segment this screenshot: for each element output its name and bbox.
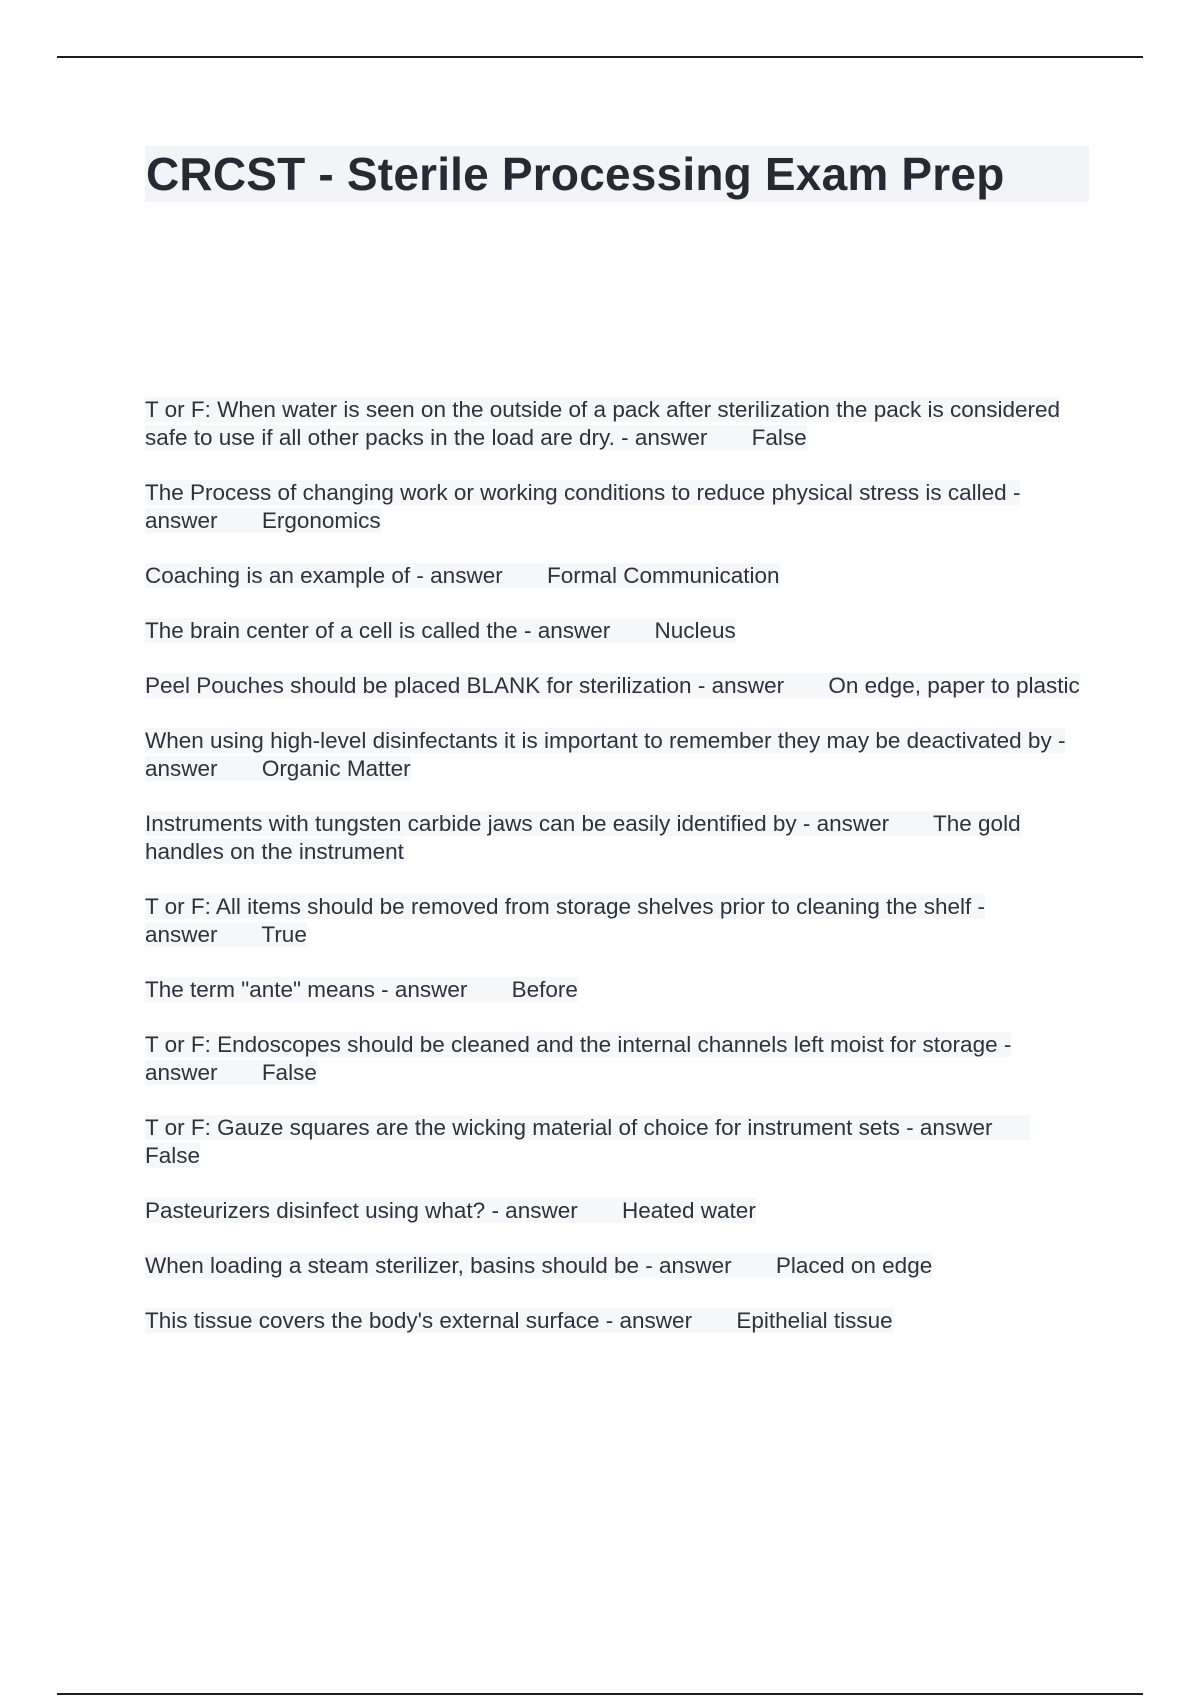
answer-label: - answer <box>697 673 785 698</box>
qa-item <box>145 1114 1090 1170</box>
question-text: Peel Pouches should be placed BLANK for sterilization <box>145 673 692 698</box>
answer-text: Epithelial tissue <box>736 1308 893 1333</box>
answer-label: - answer <box>802 811 890 836</box>
answer-label: - answer <box>381 977 468 1002</box>
answer-label: - answer <box>621 425 708 450</box>
qa-item <box>145 727 1090 783</box>
qa-item <box>145 810 1090 866</box>
qa-highlight <box>145 728 1065 781</box>
qa-item <box>145 976 1090 1004</box>
answer-label: - answer <box>145 480 1021 533</box>
answer-label: - answer <box>906 1115 993 1140</box>
qa-item <box>145 479 1090 535</box>
qa-list <box>145 396 1090 1362</box>
answer-text: Organic Matter <box>261 756 411 781</box>
title-highlight <box>145 146 1089 202</box>
qa-item <box>145 672 1090 700</box>
qa-item <box>145 617 1090 645</box>
qa-item <box>145 893 1090 949</box>
answer-text: On edge, paper to plastic <box>828 673 1080 698</box>
qa-highlight <box>145 811 1021 864</box>
answer-text: False <box>751 425 807 450</box>
question-text: T or F: All items should be removed from storage shelves prior to cleaning the shelf <box>145 894 972 919</box>
question-text: Coaching is an example of <box>145 563 411 588</box>
qa-highlight <box>145 1308 893 1333</box>
question-text: T or F: When water is seen on the outside of a pack after sterilization the pack is considered safe to use if all other packs in the load are dry. <box>145 397 1061 450</box>
answer-label: - answer <box>145 894 985 947</box>
question-text: Instruments with tungsten carbide jaws can be easily identified by <box>145 811 797 836</box>
question-text: When using high-level disinfectants it is important to remember they may be deactivated by <box>145 728 1052 753</box>
qa-highlight <box>145 977 578 1002</box>
question-text: T or F: Gauze squares are the wicking material of choice for instrument sets <box>145 1115 900 1140</box>
qa-highlight <box>145 894 985 947</box>
qa-highlight <box>145 563 780 588</box>
qa-highlight <box>145 1253 932 1278</box>
qa-highlight <box>145 673 1080 698</box>
answer-label: - answer <box>523 618 611 643</box>
answer-text: Nucleus <box>654 618 736 643</box>
answer-label: - answer <box>145 1032 1012 1085</box>
answer-text: False <box>261 1060 317 1085</box>
qa-highlight <box>145 397 1060 450</box>
answer-text: Before <box>511 977 578 1002</box>
qa-highlight <box>145 1198 756 1223</box>
answer-label: - answer <box>145 728 1066 781</box>
answer-label: - answer <box>416 563 503 588</box>
top-rule <box>57 56 1143 58</box>
answer-text: Formal Communication <box>546 563 780 588</box>
answer-text: The gold handles on the instrument <box>145 811 1021 864</box>
qa-highlight <box>145 1115 1030 1168</box>
question-text: The brain center of a cell is called the <box>145 618 518 643</box>
question-text: When loading a steam sterilizer, basins should be <box>145 1253 640 1278</box>
question-text: Pasteurizers disinfect using what? <box>145 1198 486 1223</box>
answer-text: Placed on edge <box>775 1253 933 1278</box>
answer-label: - answer <box>491 1198 578 1223</box>
answer-text: Heated water <box>621 1198 756 1223</box>
answer-text: True <box>261 922 307 947</box>
answer-text: False <box>145 1143 201 1168</box>
qa-highlight <box>145 480 1020 533</box>
answer-text: Ergonomics <box>261 508 381 533</box>
qa-item <box>145 1307 1090 1335</box>
qa-item <box>145 562 1090 590</box>
qa-item <box>145 1031 1090 1087</box>
qa-item <box>145 1197 1090 1225</box>
qa-item <box>145 1252 1090 1280</box>
question-text: This tissue covers the body's external surface <box>145 1308 600 1333</box>
answer-label: - answer <box>645 1253 732 1278</box>
question-text: T or F: Endoscopes should be cleaned and the internal channels left moist for storage <box>145 1032 998 1057</box>
qa-highlight <box>145 618 736 643</box>
question-text: The term "ante" means <box>145 977 375 1002</box>
bottom-rule <box>57 1693 1143 1695</box>
qa-highlight <box>145 1032 1011 1085</box>
qa-item <box>145 396 1090 452</box>
answer-label: - answer <box>605 1308 693 1333</box>
page-title: CRCST - Sterile Processing Exam Prep <box>146 148 1005 200</box>
question-text: The Process of changing work or working conditions to reduce physical stress is called <box>145 480 1007 505</box>
